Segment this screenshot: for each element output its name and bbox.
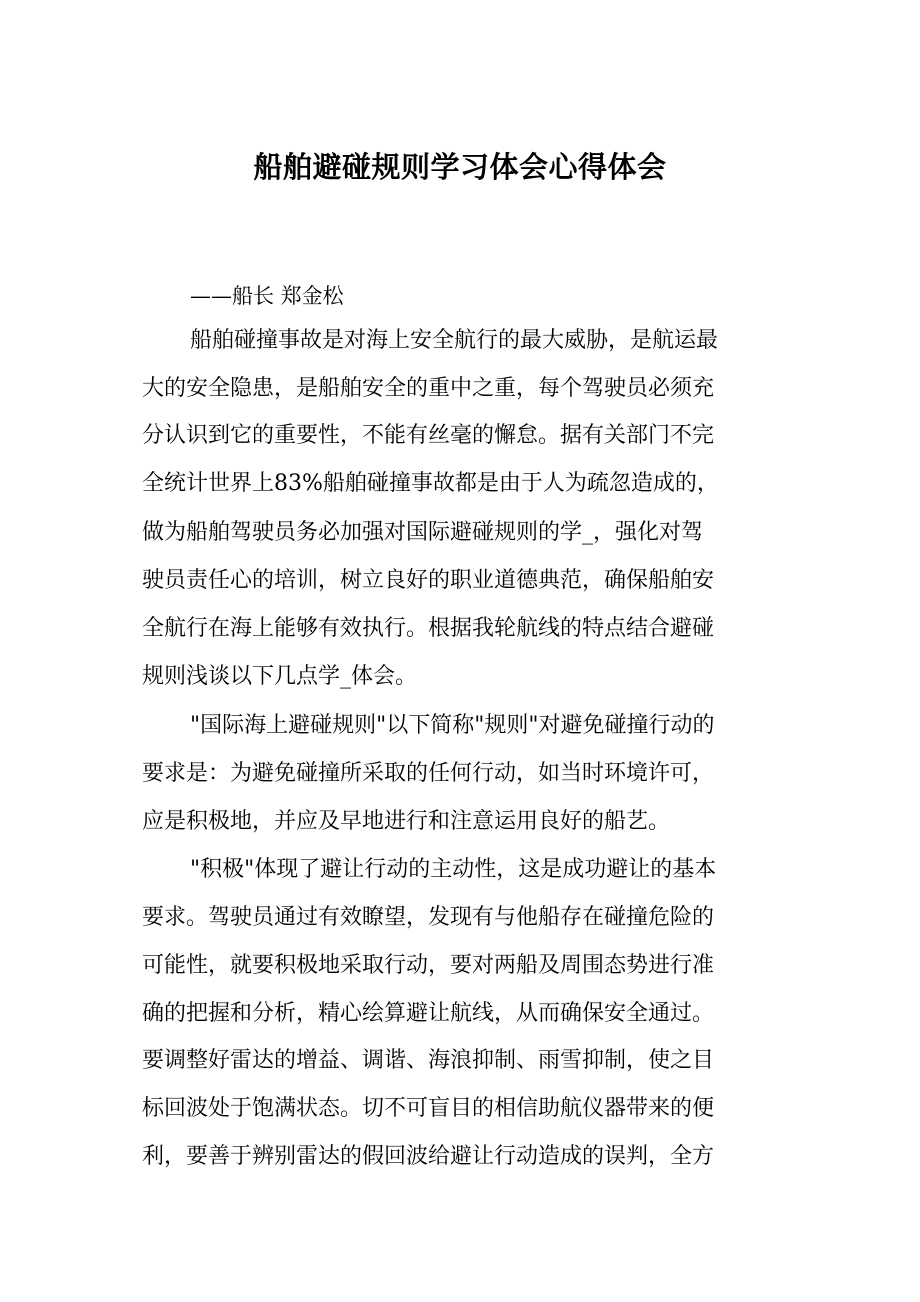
text-line: 应是积极地，并应及早地进行和注意运用良好的船艺。	[142, 809, 671, 834]
document-title: 船舶避碰规则学习体会心得体会	[253, 150, 667, 184]
text-line: 大的安全隐患，是船舶安全的重中之重，每个驾驶员必须充	[142, 376, 715, 401]
text-line: 全统计世界上83%船舶碰撞事故都是由于人为疏忽造成的，	[142, 471, 719, 496]
text-line: "国际海上避碰规则"以下简称"规则"对避免碰撞行动的	[190, 713, 715, 738]
text-line: 全航行在海上能够有效执行。根据我轮航线的特点结合避碰	[142, 616, 715, 641]
text-line: 规则浅谈以下几点学_体会。	[142, 664, 418, 689]
text-line: 要调整好雷达的增益、调谐、海浪抑制、雨雪抑制，使之目	[142, 1048, 715, 1073]
text-line: "积极"体现了避让行动的主动性，这是成功避让的基本	[190, 857, 717, 882]
text-line: 分认识到它的重要性，不能有丝毫的懈怠。据有关部门不完	[142, 423, 715, 448]
text-line: 要求是：为避免碰撞所采取的任何行动，如当时环境许可，	[142, 761, 715, 786]
text-line: 确的把握和分析，精心绘算避让航线，从而确保安全通过。	[142, 1001, 715, 1026]
text-line: 做为船舶驾驶员务必加强对国际避碰规则的学_，强化对驾	[142, 520, 704, 545]
text-line: 标回波处于饱满状态。切不可盲目的相信助航仪器带来的便	[142, 1096, 715, 1121]
text-line: 可能性，就要积极地采取行动，要对两船及周围态势进行准	[142, 953, 715, 978]
text-line: 船舶碰撞事故是对海上安全航行的最大威胁，是航运最	[190, 328, 719, 353]
text-line: 利，要善于辨别雷达的假回波给避让行动造成的误判，全方	[142, 1144, 715, 1169]
author-byline: ——船长 郑金松	[190, 284, 344, 308]
text-line: 要求。驾驶员通过有效瞭望，发现有与他船存在碰撞危险的	[142, 905, 715, 930]
text-line: 驶员责任心的培训，树立良好的职业道德典范，确保船舶安	[142, 568, 715, 593]
